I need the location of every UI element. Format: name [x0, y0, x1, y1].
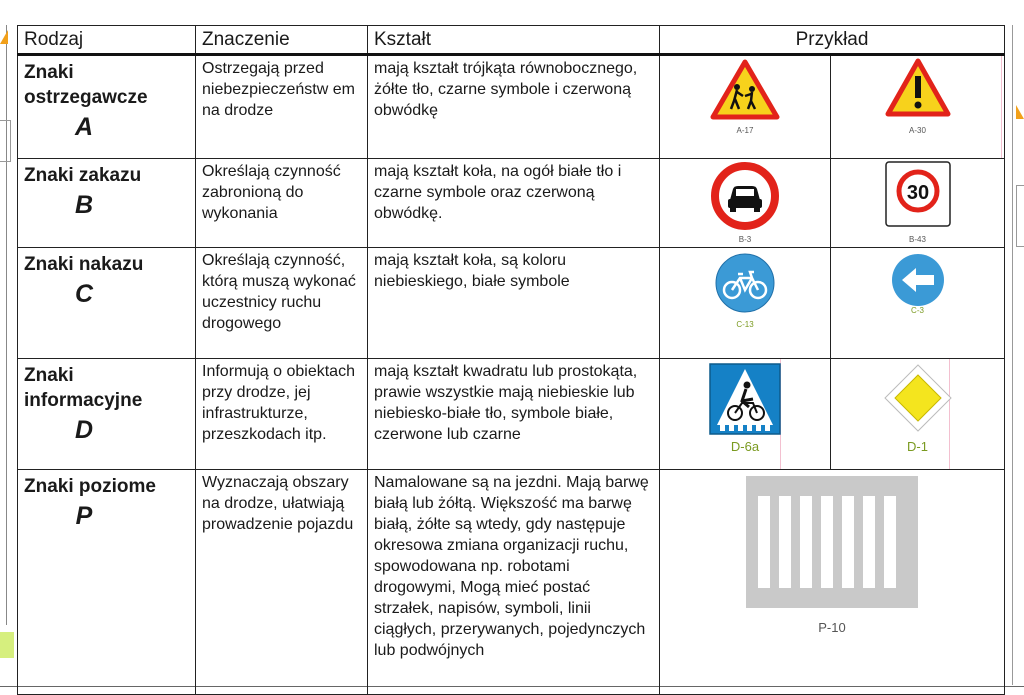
sign-code: B-43 — [909, 235, 926, 244]
table-row — [18, 159, 1005, 248]
page-edge-line — [6, 25, 7, 625]
sign-code: C-3 — [911, 306, 924, 315]
type-cell — [18, 159, 196, 248]
meaning-cell — [196, 159, 368, 248]
no-cars-sign-icon — [711, 162, 779, 230]
table-row — [18, 470, 1005, 695]
shape-cell — [368, 248, 660, 359]
table-row — [18, 248, 1005, 359]
example-cell — [831, 159, 1005, 248]
type-cell — [18, 55, 196, 159]
bicycle-path-sign-icon — [714, 252, 776, 314]
type-cell — [18, 248, 196, 359]
type-letter: D — [74, 416, 94, 444]
meaning-text: Określają czynność zabronioną do wykonania — [202, 163, 341, 222]
meaning-cell — [196, 470, 368, 695]
example-cell — [660, 248, 831, 359]
type-name: Znaki nakazu — [24, 254, 144, 275]
bicycle-crossing-sign-icon — [709, 363, 781, 435]
meaning-cell — [196, 55, 368, 159]
speed-limit-value: 30 — [906, 182, 929, 204]
example-cell — [831, 55, 1005, 159]
page-edge-green-mark — [0, 632, 14, 658]
sign-code: A-30 — [909, 126, 926, 135]
type-cell — [18, 359, 196, 470]
type-cell — [18, 470, 196, 695]
meaning-text: Ostrzegają przed niebezpieczeństw em na drodze — [202, 60, 355, 119]
type-name: Znaki poziome — [24, 476, 156, 497]
example-cell — [660, 159, 831, 248]
header-shape: Kształt — [368, 26, 660, 55]
sign-code: A-17 — [736, 126, 754, 135]
road-signs-table — [17, 25, 1005, 695]
meaning-cell — [196, 359, 368, 470]
speed-limit-sign-icon — [885, 161, 951, 227]
shape-text: mają kształt koła, na ogół białe tło i czarne symbole oraz czerwoną obwódkę. — [374, 163, 622, 222]
header-type: Rodzaj — [18, 26, 196, 55]
page-right-edge — [1010, 25, 1024, 685]
priority-road-sign-icon — [883, 363, 953, 433]
shape-text: mają kształt koła, są koloru niebieskiego, białe symbole — [374, 252, 570, 290]
type-name: Znaki zakazu — [24, 165, 142, 186]
meaning-text: Informują o obiektach przy drodze, jej infrastrukturze, przeszkodach itp. — [202, 363, 355, 443]
shape-text: Namalowane są na jezdni. Mają barwę białą lub żółtą. Większość ma barwę białą, żółte są wtedy, gdy następuje okresowa zmiana organizacji ruchu, spowodowana np. robotami drogowymi, Mogą mieć postać strzałek, napisów, symboli, linii ciągłych, przerywanych, pojedynczych lub podwójnych — [374, 474, 649, 659]
sign-code: C-13 — [736, 320, 754, 329]
warning-exclamation-sign-icon — [885, 58, 951, 118]
type-name: Znaki informacyjne — [24, 365, 143, 411]
header-example: Przykład — [660, 26, 1005, 55]
example-cell — [660, 359, 831, 470]
meaning-cell — [196, 248, 368, 359]
table-row — [18, 55, 1005, 159]
sign-code: D-6a — [730, 439, 760, 454]
shape-cell — [368, 359, 660, 470]
sign-code: D-1 — [907, 439, 928, 454]
pedestrian-crossing-marking-icon — [746, 476, 918, 608]
example-cell — [831, 359, 1005, 470]
page-edge-box — [0, 120, 11, 162]
header-meaning: Znaczenie — [196, 26, 368, 55]
meaning-text: Wyznaczają obszary na drodze, ułatwiają prowadzenie pojazdu — [202, 474, 354, 533]
type-letter: B — [74, 191, 94, 219]
type-name: Znaki ostrzegawcze — [24, 62, 148, 108]
shape-cell — [368, 159, 660, 248]
type-letter: C — [74, 280, 94, 308]
example-cell — [660, 55, 831, 159]
type-letter: A — [74, 113, 94, 141]
warning-children-sign-icon — [710, 59, 780, 121]
turn-left-sign-icon — [890, 252, 946, 308]
header-row — [18, 26, 1005, 55]
type-letter: P — [75, 502, 93, 530]
shape-text: mają kształt trójkąta równobocznego, żółte tło, czarne symbole i czerwoną obwódkę — [374, 60, 638, 119]
shape-cell — [368, 470, 660, 695]
shape-cell — [368, 55, 660, 159]
meaning-text: Określają czynność, którą muszą wykonać uczestnicy ruchu drogowego — [202, 252, 356, 332]
shape-text: mają kształt kwadratu lub prostokąta, prawie wszystkie mają niebieskie lub niebiesko-białe tło, symbole białe, czerwone lub czarne — [374, 363, 638, 443]
page-edge-triangle — [0, 30, 8, 44]
example-cell — [831, 248, 1005, 359]
example-cell — [660, 470, 1005, 695]
sign-code: P-10 — [818, 620, 846, 635]
sign-code: B-3 — [738, 235, 752, 244]
table-row — [18, 359, 1005, 470]
